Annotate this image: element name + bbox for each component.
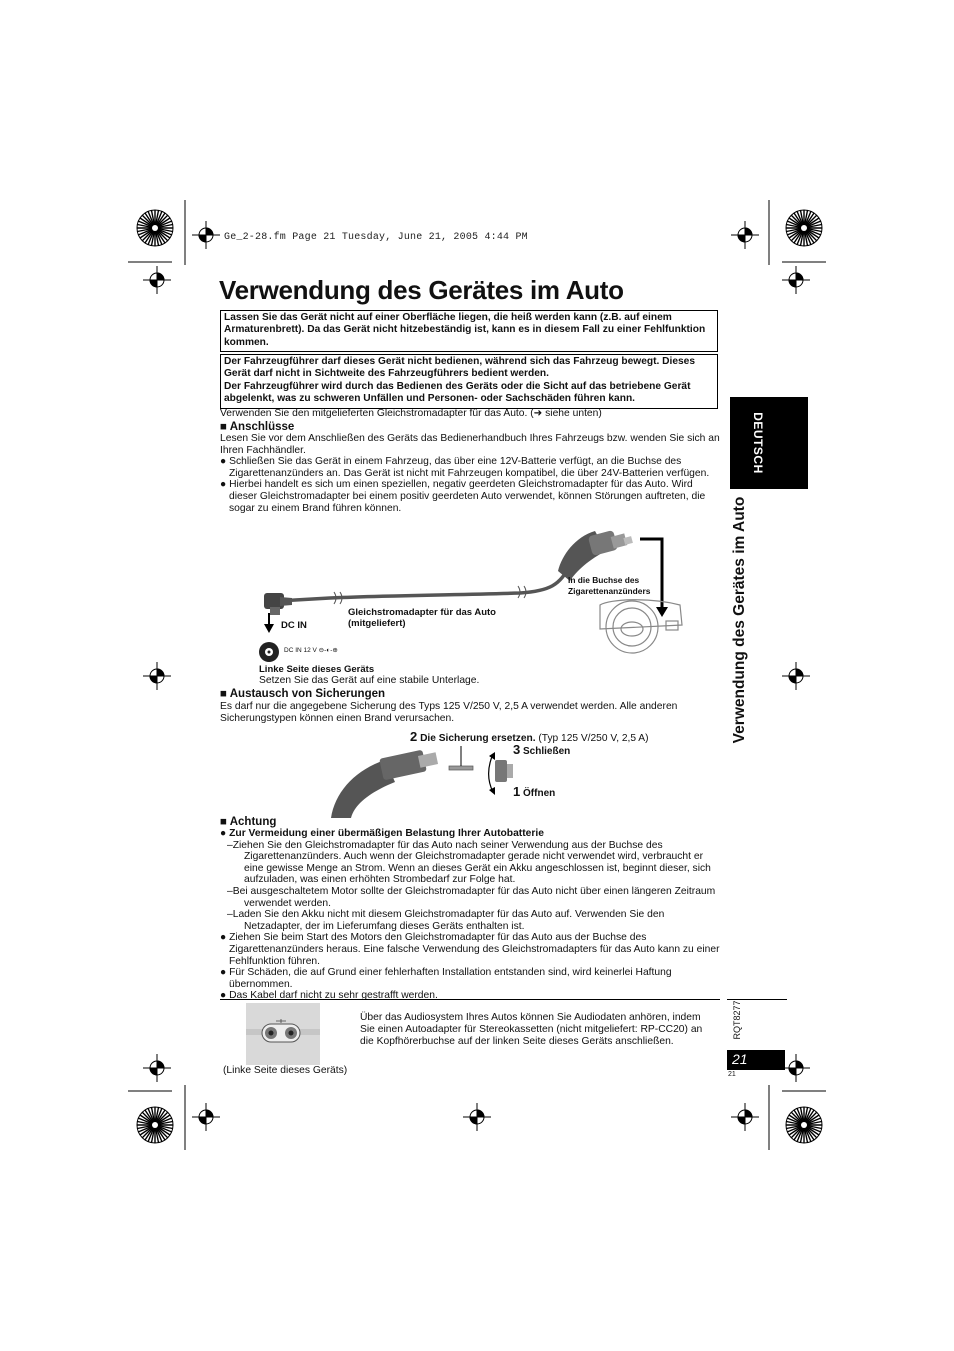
anschluesse-intro: Lesen Sie vor dem Anschließen des Geräts das Bedienerhandbuch Ihres Fahrzeugs bzw. wenden Sie sich an Ihren Fachhändler. <box>220 433 720 456</box>
page-title: Verwendung des Gerätes im Auto <box>219 275 624 305</box>
dc-jack-icon <box>259 642 279 662</box>
heading-achtung-text: Achtung <box>229 816 277 828</box>
adapter-label <box>348 607 496 629</box>
bullet-dot: ● <box>220 479 227 491</box>
side-note: Setzen Sie das Gerät auf eine stabile Unterlage. <box>259 675 480 686</box>
achtung-bullet-1 <box>220 932 720 967</box>
steering-wheel-icon <box>600 600 682 653</box>
warning-driver-text-1: Der Fahrzeugführer darf dieses Gerät nicht bedienen, während sich das Fahrzeug bewegt. Dieses Gerät darf nicht in Sichtweite des Fahrzeugführers bedient werden. <box>224 356 696 380</box>
achtung-bullet-3-text: Das Kabel darf nicht zu sehr gestrafft werden. <box>229 990 438 1002</box>
anschluesse-bullet-2-text: Hierbei handelt es sich um einen speziellen, negativ geerdeten Gleichstromadapter für das Auto. Wird dieser Gleichstromadapter bei einem positiv geerdeten Auto verwendet, können Störungen auftreten, die sogar zu einem Brand führen können. <box>229 479 706 514</box>
socket-label <box>568 575 650 597</box>
adapter-label-line1: Gleichstromadapter für das Auto <box>348 607 496 618</box>
page-number-small: 21 <box>728 1071 736 1078</box>
warning-heat-text: Lassen Sie das Gerät nicht auf einer Oberfläche liegen, die heiß werden kann (z.B. auf einem Armaturenbrett). Da das Gerät nicht hitzebeständig ist, kann es in diesem Fall zu einer Fehlfunktion kommen. <box>224 312 706 348</box>
step-1-number: 1 <box>513 784 521 799</box>
warning-box-heat <box>220 310 718 352</box>
bullet-dot: ● <box>220 828 227 839</box>
achtung-subheading <box>220 828 720 840</box>
achtung-body <box>220 828 720 1002</box>
divider-line <box>220 999 720 1000</box>
step-1-label: Öffnen <box>523 788 556 799</box>
arrow-to-socket-icon <box>640 539 662 609</box>
jack-marking: DC IN 12 V ⊖-◐-⊕ <box>284 647 338 654</box>
square-bullet: ■ <box>220 421 227 433</box>
heading-sicherungen <box>220 688 385 700</box>
anschluesse-body <box>220 433 720 514</box>
achtung-dash-3: –Laden Sie den Akku nicht mit diesem Gleichstromadapter für das Auto auf. Verwenden Sie den Netzadapter, der im Lieferumfang dieses Geräts enthalten ist. <box>227 909 665 932</box>
cigarette-adapter-icon <box>558 530 633 581</box>
achtung-dash-2: –Bei ausgeschaltetem Motor sollte der Gleichstromadapter für das Auto nicht über einen längeren Zeitraum verwendet werden. <box>227 885 716 909</box>
achtung-bullet-1-text: Ziehen Sie beim Start des Motors den Gleichstromadapter für das Auto aus der Buchse des Zigarettenanzünders heraus. Eine falsche Verwendung des Gleichstromadapters für das Auto kann zu einer Fehlfunktion führen. <box>229 932 720 967</box>
fuse-step-3 <box>513 742 570 757</box>
sicherungen-text: Es darf nur die angegebene Sicherung des Typs 125 V/250 V, 2,5 A verwendet werden. Alle anderen Sicherungstypen können einen Brand verursachen. <box>220 701 678 724</box>
bullet-dot: ● <box>220 932 227 944</box>
dcin-label: DC IN <box>281 620 307 631</box>
square-bullet: ■ <box>220 688 227 700</box>
page-number: 21 <box>732 1051 748 1067</box>
achtung-bullet-2 <box>220 967 720 990</box>
adapter-label-line2: (mitgeliefert) <box>348 618 406 629</box>
audio-note-caption: (Linke Seite dieses Geräts) <box>223 1065 348 1076</box>
adapter-cable <box>278 565 570 601</box>
socket-label-line2: Zigarettenanzünders <box>568 586 651 596</box>
fuse-step-1 <box>513 784 555 799</box>
fuse-icon <box>449 746 473 770</box>
heading-anschluesse-text: Anschlüsse <box>229 421 295 433</box>
achtung-bullet-2-text: Für Schäden, die auf Grund einer fehlerhaften Installation entstanden sind, wird keinerlei Haftung übernommen. <box>229 967 672 990</box>
file-header: Ge_2-28.fm Page 21 Tuesday, June 21, 2005 4:44 PM <box>224 232 528 243</box>
warning-driver-text-2: Der Fahrzeugführer wird durch das Bedienen des Geräts oder die Sicht auf das betriebene Gerät abgelenkt, was zu schweren Unfällen und Personen- oder Sachschäden führen kann. <box>224 380 691 405</box>
anschluesse-bullet-2 <box>220 479 720 514</box>
adapter-body-icon <box>331 750 438 818</box>
language-tab <box>730 397 808 489</box>
heading-anschluesse <box>220 421 294 433</box>
side-label: Linke Seite dieses Geräts <box>259 664 375 675</box>
achtung-dash-1: –Ziehen Sie den Gleichstromadapter für das Auto nach seiner Verwendung aus der Buchse des Zigarettenanzünders. Auch wenn der Gleichstromadapter gerade nicht verwendet wird, verbraucht er eine gewisse Menge an Strom. Wenn an dieses Gerät ein Akku angeschlossen ist, beginnt dieser, sich aufzuladen, was einen erhöhten Strombedarf zur Folge hat. <box>227 839 711 886</box>
headphone-jack-image <box>246 1003 320 1065</box>
dc-plug-icon <box>264 593 292 615</box>
socket-label-line1: In die Buchse des <box>568 575 640 585</box>
bullet-dot: ● <box>220 967 227 979</box>
heading-sicherungen-text: Austausch von Sicherungen <box>229 688 386 700</box>
step-3-label: Schließen <box>523 746 571 757</box>
audio-note-text: Über das Audiosystem Ihres Autos können Sie Audiodaten anhören, indem Sie einen Autoadapter für Stereokassetten (nicht mitgeliefert: RP-CC20) an die Kopfhörerbuchse auf der linken Seite dieses Geräts anschließen. <box>360 1012 703 1047</box>
bullet-dot: ● <box>220 990 227 1002</box>
warning-box-driver <box>220 354 718 409</box>
anschluesse-bullet-1 <box>220 456 720 479</box>
side-section-title: Verwendung des Gerätes im Auto <box>731 496 748 744</box>
square-bullet: ■ <box>220 816 227 828</box>
step-2-number: 2 <box>410 729 418 744</box>
page-number-box <box>727 1050 785 1070</box>
bullet-dot: ● <box>220 456 227 468</box>
intro-text: Verwenden Sie den mitgelieferten Gleichstromadapter für das Auto. (➜ siehe unten) <box>220 408 602 419</box>
step-2-bold: Die Sicherung ersetzen. <box>420 733 536 744</box>
step-3-number: 3 <box>513 742 521 757</box>
step-2-rest: (Typ 125 V/250 V, 2,5 A) <box>535 733 649 744</box>
fuse-diagram <box>325 740 525 820</box>
heading-achtung <box>220 816 276 828</box>
doc-code: RQT8277 <box>732 1000 742 1040</box>
language-tab-label: DEUTSCH <box>751 412 765 474</box>
achtung-bullet-3 <box>220 990 720 1002</box>
anschluesse-bullet-1-text: Schließen Sie das Gerät in einem Fahrzeug, das über eine 12V-Batterie verfügt, an die Buchse des Zigarettenanzünders an. Das Gerät ist nicht mit Fahrzeugen kompatibel, die über 24V-Batterien verfügen. <box>229 456 710 479</box>
fuse-cap-icon <box>489 752 514 795</box>
achtung-subheading-text: Zur Vermeidung einer übermäßigen Belastung Ihrer Autobatterie <box>229 828 544 839</box>
